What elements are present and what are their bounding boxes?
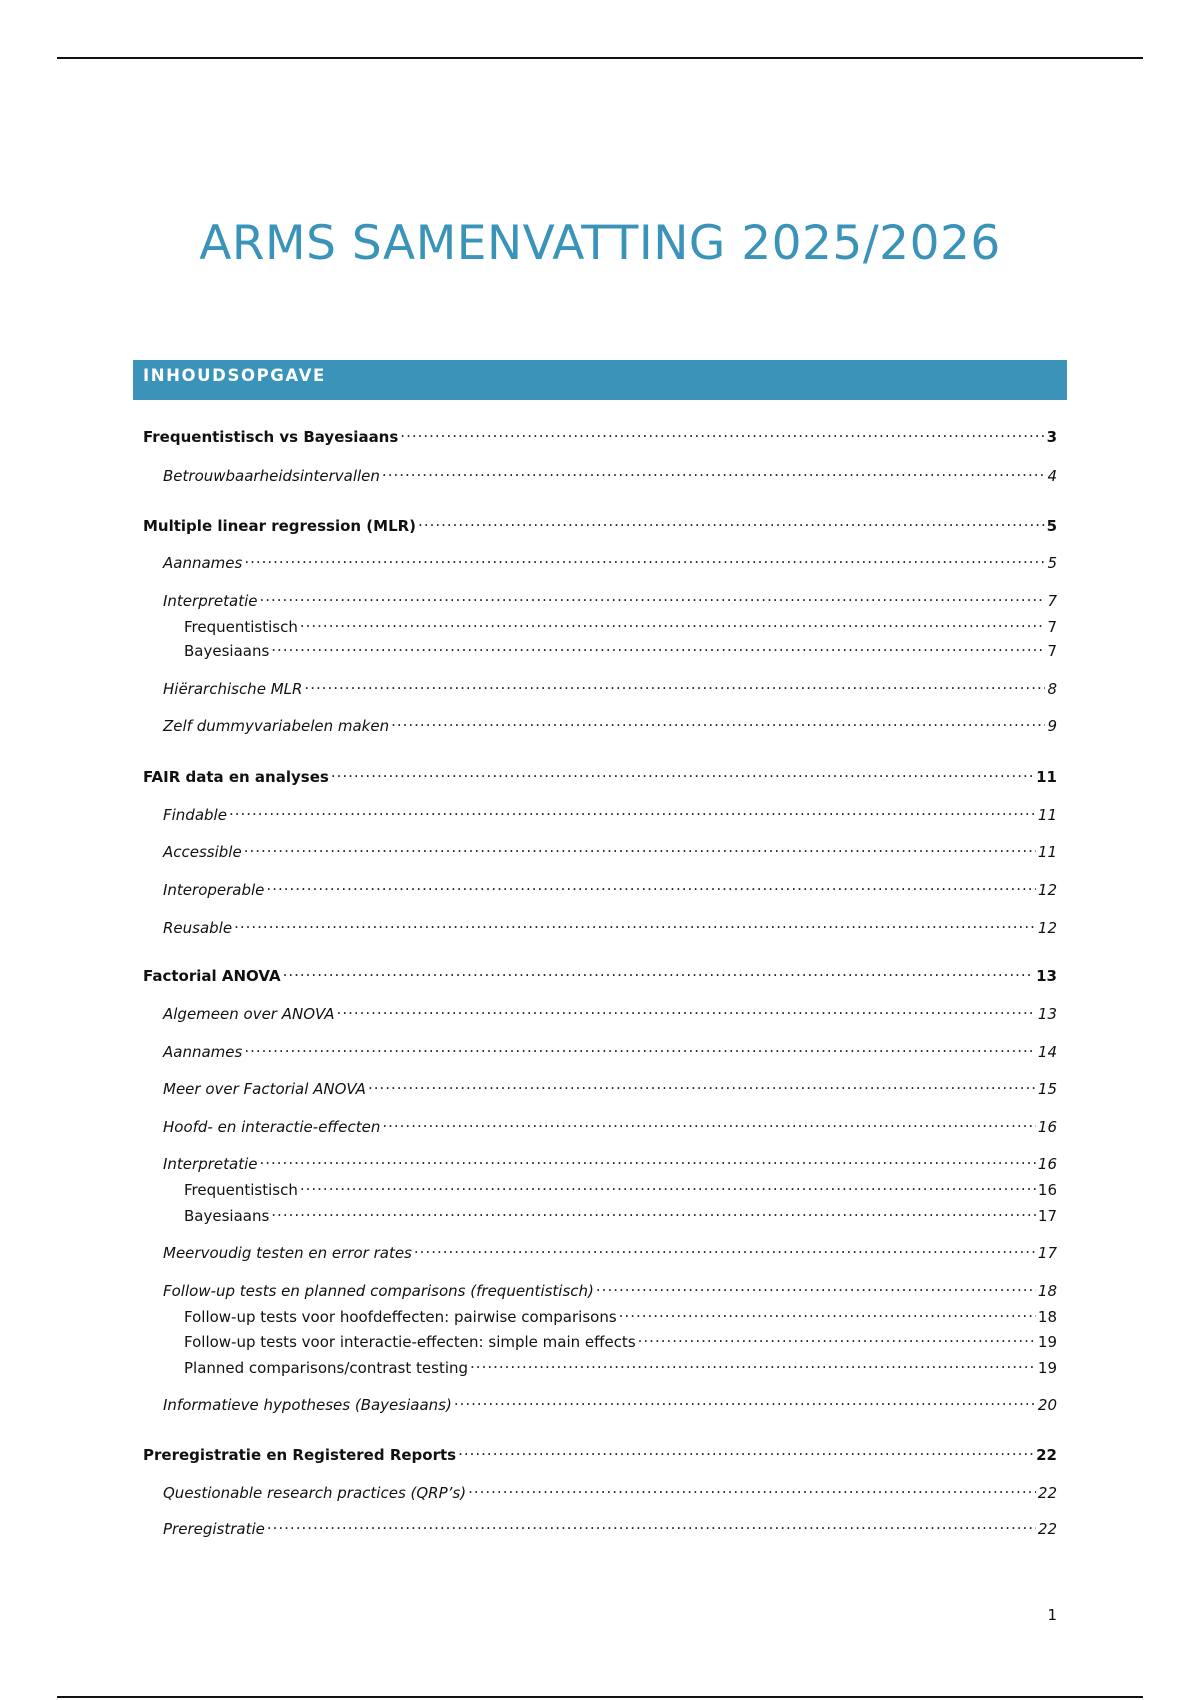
toc-entry-label: Frequentistisch <box>184 618 298 636</box>
toc-entry[interactable] <box>163 674 1057 699</box>
toc-entry-label: Informatieve hypotheses (Bayesiaans) <box>163 1396 452 1414</box>
toc-entry-page: 16 <box>1037 1118 1057 1136</box>
toc-entry-page: 9 <box>1047 717 1057 735</box>
toc-entry-page: 4 <box>1047 467 1057 485</box>
toc-entry-page: 22 <box>1037 1520 1057 1538</box>
toc-dot-leader <box>271 636 1045 656</box>
toc-entry-page: 19 <box>1037 1333 1057 1351</box>
toc-entry-page: 13 <box>1036 967 1057 985</box>
toc-entry[interactable] <box>163 1074 1057 1099</box>
toc-entry-label: Findable <box>163 806 227 824</box>
toc-dot-leader <box>244 548 1045 568</box>
toc-dot-leader <box>300 612 1046 632</box>
toc-entry[interactable] <box>163 999 1057 1024</box>
toc-entry[interactable] <box>163 1276 1057 1301</box>
toc-entry-label: Preregistratie en Registered Reports <box>143 1446 457 1464</box>
toc-entry-page: 18 <box>1037 1308 1057 1326</box>
toc-dot-leader <box>267 1514 1036 1534</box>
toc-entry-page: 16 <box>1037 1155 1057 1173</box>
toc-entry-page: 18 <box>1037 1282 1057 1300</box>
toc-dot-leader <box>283 961 1035 981</box>
toc-heading-banner <box>133 360 1067 400</box>
toc-dot-leader <box>468 1478 1036 1498</box>
toc-entry-page: 12 <box>1037 919 1057 937</box>
document-title: ARMS SAMENVATTING 2025/2026 <box>199 216 1001 271</box>
toc-dot-leader <box>418 511 1045 531</box>
toc-entry-page: 17 <box>1037 1244 1057 1262</box>
toc-entry-page: 22 <box>1037 1484 1057 1502</box>
toc-entry-label: Betrouwbaarheidsintervallen <box>163 467 380 485</box>
header-rule <box>57 57 1143 59</box>
toc-entry[interactable] <box>163 1514 1057 1539</box>
toc-entry-label: Planned comparisons/contrast testing <box>184 1359 469 1377</box>
toc-entry-page: 22 <box>1036 1446 1057 1464</box>
toc-entry[interactable] <box>163 711 1057 736</box>
toc-entry[interactable] <box>163 1149 1057 1174</box>
toc-entry[interactable] <box>163 1390 1057 1415</box>
toc-entry-page: 7 <box>1047 592 1057 610</box>
toc-dot-leader <box>470 1353 1036 1373</box>
toc-entry[interactable] <box>163 1112 1057 1137</box>
toc-entry-label: Follow-up tests en planned comparisons (frequentistisch) <box>163 1282 594 1300</box>
toc-dot-leader <box>596 1276 1036 1296</box>
toc-entry-page: 15 <box>1037 1080 1057 1098</box>
toc-entry[interactable] <box>143 422 1057 447</box>
toc-entry-label: Meer over Factorial ANOVA <box>163 1080 366 1098</box>
footer-rule <box>57 1696 1143 1698</box>
toc-entry-page: 13 <box>1037 1005 1057 1023</box>
toc-dot-leader <box>266 875 1035 895</box>
toc-entry-page: 7 <box>1047 618 1057 636</box>
toc-dot-leader <box>300 1175 1036 1195</box>
toc-dot-leader <box>229 800 1036 820</box>
toc-entry-page: 19 <box>1037 1359 1057 1377</box>
toc-entry-page: 3 <box>1046 428 1057 446</box>
toc-dot-leader <box>244 1037 1036 1057</box>
toc-entry-label: Multiple linear regression (MLR) <box>143 517 417 535</box>
toc-entry-label: Aannames <box>163 1043 243 1061</box>
toc-entry-label: Frequentistisch <box>184 1181 298 1199</box>
toc-dot-leader <box>454 1390 1036 1410</box>
toc-entry[interactable] <box>163 548 1057 573</box>
toc-dot-leader <box>337 999 1036 1019</box>
toc-entry[interactable] <box>143 961 1057 986</box>
toc-entry[interactable] <box>184 612 1057 637</box>
toc-dot-leader <box>414 1238 1036 1258</box>
page-number: 1 <box>1047 1606 1057 1624</box>
toc-dot-leader <box>244 837 1036 857</box>
toc-entry[interactable] <box>184 1201 1057 1226</box>
toc-entry-label: Meervoudig testen en error rates <box>163 1244 412 1262</box>
toc-entry[interactable] <box>184 1175 1057 1200</box>
toc-entry-page: 11 <box>1037 843 1057 861</box>
toc-entry-label: Interpretatie <box>163 592 258 610</box>
toc-entry-page: 11 <box>1037 806 1057 824</box>
toc-dot-leader <box>331 762 1034 782</box>
toc-entry-page: 14 <box>1037 1043 1057 1061</box>
toc-dot-leader <box>638 1327 1036 1347</box>
toc-entry-label: Questionable research practices (QRP’s) <box>163 1484 467 1502</box>
toc-entry-label: Follow-up tests voor hoofdeffecten: pairwise comparisons <box>184 1308 617 1326</box>
toc-entry[interactable] <box>184 1353 1057 1378</box>
toc-entry[interactable] <box>163 586 1057 611</box>
toc-entry-label: Hoofd- en interactie-effecten <box>163 1118 381 1136</box>
toc-entry-label: Reusable <box>163 919 233 937</box>
toc-dot-leader <box>271 1201 1036 1221</box>
toc-dot-leader <box>234 913 1036 933</box>
toc-entry[interactable] <box>143 762 1057 787</box>
toc-entry-label: Aannames <box>163 554 243 572</box>
toc-dot-leader <box>304 674 1045 694</box>
toc-entry-label: Hiërarchische MLR <box>163 680 303 698</box>
toc-heading: INHOUDSOPGAVE <box>143 366 326 385</box>
toc-entry-label: Interoperable <box>163 881 265 899</box>
toc-entry-label: FAIR data en analyses <box>143 768 329 786</box>
toc-entry-label: Bayesiaans <box>184 1207 270 1225</box>
toc-entry-page: 5 <box>1047 554 1057 572</box>
toc-entry[interactable] <box>163 461 1057 486</box>
toc-entry-label: Zelf dummyvariabelen maken <box>163 717 390 735</box>
toc-dot-leader <box>368 1074 1036 1094</box>
toc-entry-label: Bayesiaans <box>184 642 270 660</box>
toc-entry[interactable] <box>163 875 1057 900</box>
toc-dot-leader <box>259 586 1045 606</box>
toc-entry-page: 20 <box>1037 1396 1057 1414</box>
toc-entry[interactable] <box>163 800 1057 825</box>
toc-entry[interactable] <box>184 1327 1057 1352</box>
toc-entry-page: 8 <box>1047 680 1057 698</box>
toc-entry-label: Accessible <box>163 843 242 861</box>
toc-entry-page: 7 <box>1047 642 1057 660</box>
toc-entry[interactable] <box>163 913 1057 938</box>
toc-entry-page: 17 <box>1037 1207 1057 1225</box>
toc-entry[interactable] <box>163 1478 1057 1503</box>
toc-dot-leader <box>391 711 1045 731</box>
toc-entry[interactable] <box>143 511 1057 536</box>
toc-entry-page: 11 <box>1036 768 1057 786</box>
toc-entry[interactable] <box>184 1302 1057 1327</box>
toc-dot-leader <box>458 1440 1034 1460</box>
toc-entry-label: Frequentistisch vs Bayesiaans <box>143 428 399 446</box>
toc-dot-leader <box>382 1112 1036 1132</box>
toc-entry-page: 12 <box>1037 881 1057 899</box>
toc-entry[interactable] <box>163 1238 1057 1263</box>
toc-dot-leader <box>259 1149 1035 1169</box>
toc-dot-leader <box>382 461 1046 481</box>
toc-dot-leader <box>400 422 1044 442</box>
toc-entry[interactable] <box>163 837 1057 862</box>
toc-entry[interactable] <box>163 1037 1057 1062</box>
toc-dot-leader <box>619 1302 1036 1322</box>
toc-entry-label: Interpretatie <box>163 1155 258 1173</box>
toc-entry-label: Factorial ANOVA <box>143 967 281 985</box>
toc-entry-label: Follow-up tests voor interactie-effecten: simple main effects <box>184 1333 636 1351</box>
toc-entry-page: 5 <box>1046 517 1057 535</box>
toc-entry[interactable] <box>184 636 1057 661</box>
toc-entry-label: Preregistratie <box>163 1520 265 1538</box>
toc-entry-page: 16 <box>1037 1181 1057 1199</box>
toc-entry-label: Algemeen over ANOVA <box>163 1005 335 1023</box>
toc-entry[interactable] <box>143 1440 1057 1465</box>
